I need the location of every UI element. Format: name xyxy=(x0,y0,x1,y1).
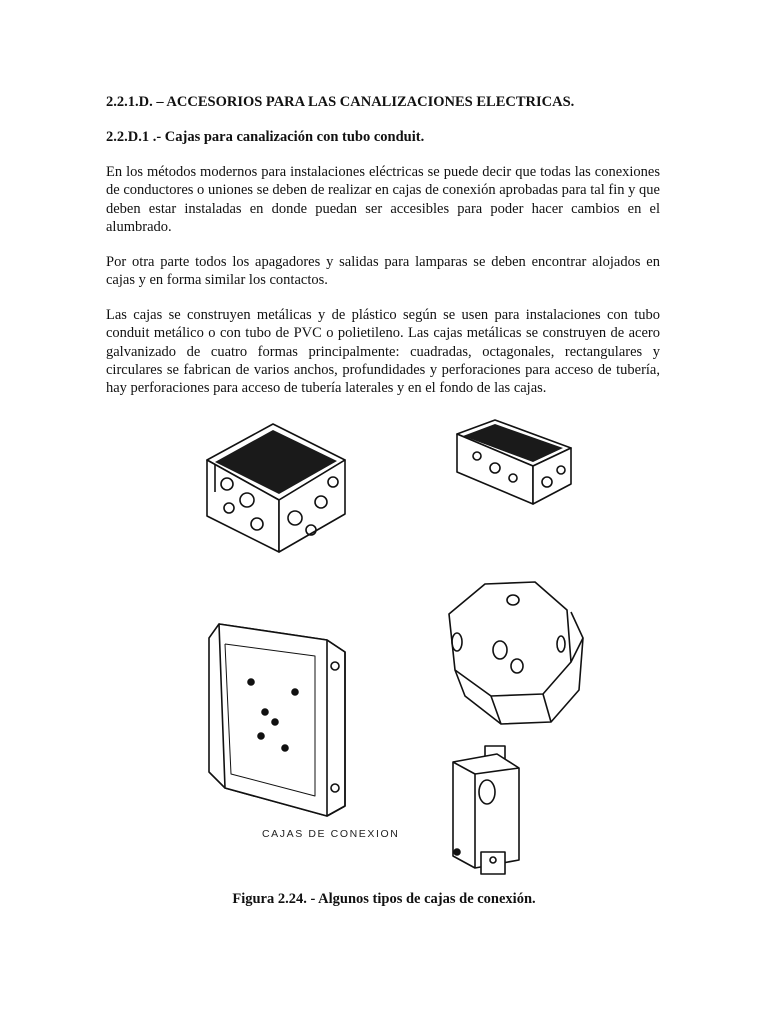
paragraph-3: Las cajas se construyen metálicas y de plástico según se usen para instalaciones con tubo conduit metálico o con tubo de PVC o polietileno. Las cajas metálicas se construyen de acero galvanizado de cuatro formas principalmente: cuadradas, octagonales, rectangulares y circulares se fabrican de varios anchos, profundidades y perforaciones para acceso de tubería, hay perforaciones para acceso de tubería laterales y en el fondo de las cajas. xyxy=(106,307,660,397)
rectangular-box-icon xyxy=(453,746,519,874)
square-box-deep-icon xyxy=(207,424,345,552)
paragraph-1: En los métodos modernos para instalaciones eléctricas se puede decir que todas las conexiones de conductores o uniones se deben de realizar en cajas de conexión aprobadas para tal fin y que deben estar instaladas en donde puedan ser accesibles para poder hacer cambios en el alumbrado. xyxy=(106,164,660,235)
section-title: 2.2.1.D. – ACCESORIOS PARA LAS CANALIZACIONES ELECTRICAS. xyxy=(106,94,575,110)
figure-inner-label: CAJAS DE CONEXION xyxy=(262,828,400,840)
paragraph-2: Por otra parte todos los apagadores y salidas para lamparas se deben encontrar alojados en cajas y en forma similar los contactos. xyxy=(106,254,660,289)
octagonal-box-icon xyxy=(449,582,583,724)
square-box-large-icon xyxy=(209,624,345,816)
section-subtitle: 2.2.D.1 .- Cajas para canalización con tubo conduit. xyxy=(106,129,425,145)
figure-junction-boxes xyxy=(195,412,585,882)
square-box-shallow-icon xyxy=(457,420,571,504)
figure-caption: Figura 2.24. - Algunos tipos de cajas de conexión. xyxy=(232,891,536,907)
